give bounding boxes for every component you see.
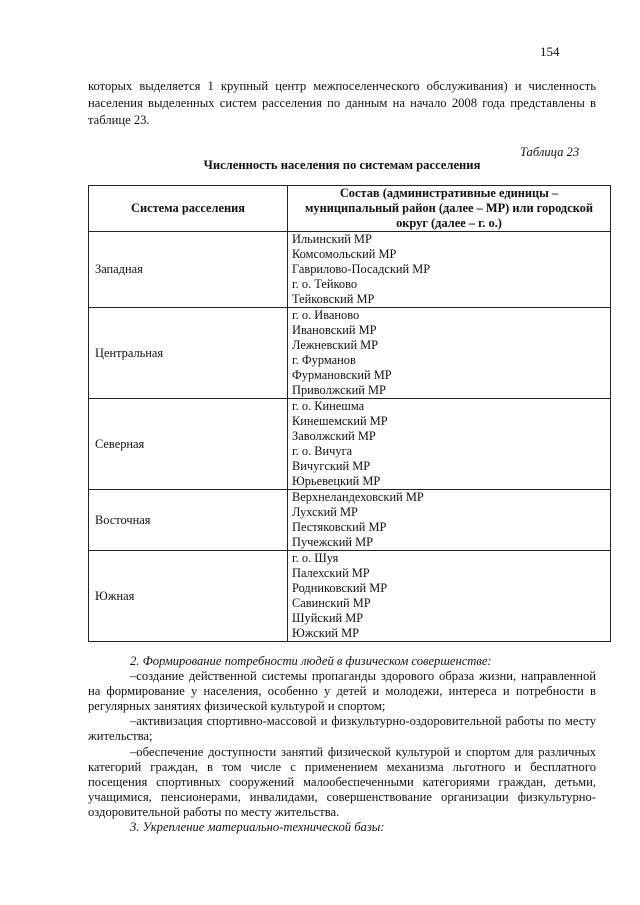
administrative-unit: Шуйский МР	[292, 611, 364, 625]
administrative-unit: г. о. Кинешма	[292, 399, 365, 413]
administrative-unit: Тейковский МР	[292, 292, 375, 306]
administrative-unit: Кинешемский МР	[292, 414, 388, 428]
administrative-unit: Лухский МР	[292, 505, 358, 519]
administrative-unit: Фурмановский МР	[292, 368, 392, 382]
intro-paragraph	[88, 78, 596, 129]
settlement-system-name: Восточная	[95, 512, 151, 527]
administrative-unit: Вичугский МР	[292, 459, 371, 473]
administrative-unit: Заволжский МР	[292, 429, 376, 443]
settlement-system-cell	[89, 308, 288, 399]
table-row	[89, 399, 611, 490]
table-row	[89, 232, 611, 308]
administrative-unit: Палехский МР	[292, 566, 370, 580]
administrative-unit: г. о. Тейково	[292, 277, 358, 291]
table-body	[89, 232, 611, 642]
settlement-system-name: Северная	[95, 436, 145, 451]
administrative-unit: г. Фурманов	[292, 353, 356, 367]
settlement-system-cell	[89, 232, 288, 308]
administrative-unit: г. о. Вичуга	[292, 444, 353, 458]
section-2-item: –обеспечение доступности занятий физической культурой и спортом для различных категорий граждан, в том числе с применением механизма льготного и бесплатного посещения спортивных сооружений малообеспеченными категориями граждан, детьми, учащимися, пенсионерами, инвалидами, совершенствование организации физкультурно-оздоровительной работы по месту жительства.	[88, 744, 596, 819]
table-row	[89, 551, 611, 642]
administrative-unit: Южский МР	[292, 626, 360, 640]
table-header-row	[89, 186, 611, 232]
composition-cell	[288, 399, 611, 490]
administrative-unit: Верхнеландеховский МР	[292, 490, 424, 504]
settlement-system-cell	[89, 551, 288, 642]
body-text	[88, 654, 596, 835]
administrative-unit: Родниковский МР	[292, 581, 388, 595]
table-label: Таблица 23	[520, 145, 580, 159]
header-system: Система расселения	[89, 186, 288, 232]
administrative-unit: Пестяковский МР	[292, 520, 387, 534]
section-3-heading: 3. Укрепление материально-технической базы:	[130, 820, 385, 835]
intro-line: таблице 23.	[88, 113, 150, 127]
table-row	[89, 308, 611, 399]
administrative-unit: г. о. Иваново	[292, 308, 360, 322]
header-composition: Состав (административные единицы – муниципальный район (далее – МР) или городской округ (далее – г. о.)	[288, 186, 611, 232]
section-2-item: –создание действенной системы пропаганды здорового образа жизни, направленной на формирование у населения, особенно у детей и молодежи, интереса и потребности в регулярных занятиях физической культурой и спортом;	[88, 669, 596, 714]
administrative-unit: Приволжский МР	[292, 383, 386, 397]
settlement-system-name: Южная	[95, 588, 135, 603]
settlement-system-name: Центральная	[95, 345, 164, 360]
administrative-unit: Ильинский МР	[292, 232, 372, 246]
settlement-system-cell	[89, 490, 288, 551]
administrative-unit: Пучежский МР	[292, 535, 373, 549]
composition-cell	[288, 551, 611, 642]
settlement-systems-table	[88, 185, 611, 642]
administrative-unit: Комсомольский МР	[292, 247, 397, 261]
page-number: 154	[540, 44, 560, 59]
composition-cell	[288, 308, 611, 399]
administrative-unit: Ивановский МР	[292, 323, 377, 337]
administrative-unit: г. о. Шуя	[292, 551, 339, 565]
composition-cell	[288, 490, 611, 551]
table-row	[89, 490, 611, 551]
settlement-system-cell	[89, 399, 288, 490]
administrative-unit: Лежневский МР	[292, 338, 379, 352]
composition-cell	[288, 232, 611, 308]
section-2-heading: 2. Формирование потребности людей в физическом совершенстве:	[130, 654, 492, 668]
section-2-item: –активизация спортивно-массовой и физкультурно-оздоровительной работы по месту жительства;	[88, 714, 596, 744]
table-title: Численность населения по системам расселения	[203, 158, 481, 172]
administrative-unit: Юрьевецкий МР	[292, 474, 381, 488]
administrative-unit: Савинский МР	[292, 596, 371, 610]
intro-line: которых выделяется 1 крупный центр межпоселенческого обслуживания) и численность	[88, 79, 596, 93]
intro-line: населения выделенных систем расселения по данным на начало 2008 года представлены в	[88, 96, 596, 110]
administrative-unit: Гаврилово-Посадский МР	[292, 262, 431, 276]
settlement-system-name: Западная	[95, 262, 143, 276]
